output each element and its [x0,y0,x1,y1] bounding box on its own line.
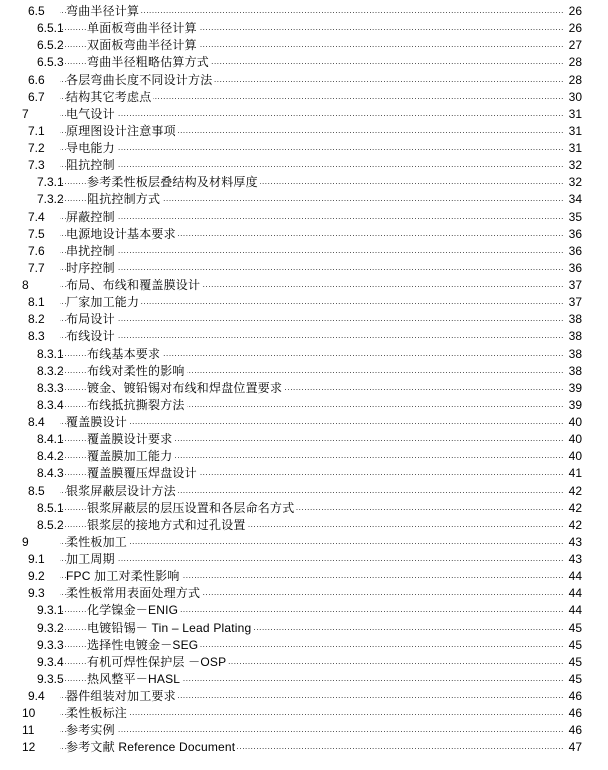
toc-entry[interactable] [0,191,608,208]
toc-entry[interactable] [0,328,608,345]
toc-entry-page[interactable]: 36 [568,226,582,241]
toc-entry-number: 7.2 [28,141,45,155]
toc-entry-title[interactable]: 银浆屏蔽层的层压设置和各层命名方式 [87,500,295,515]
toc-entry-title[interactable]: 布线基本要求 [87,346,161,361]
toc-dot-leader [60,209,564,226]
toc-entry-page[interactable]: 31 [568,106,582,121]
toc-entry[interactable] [0,294,608,311]
toc-entry-page[interactable]: 42 [568,517,582,532]
toc-entry-title[interactable]: 布局、布线和覆盖膜设计 [66,278,201,292]
toc-entry-page[interactable]: 26 [568,21,582,36]
toc-entry-page[interactable]: 37 [568,278,582,292]
toc-entry-title[interactable]: 加工周期 [66,552,115,566]
toc-entry[interactable] [0,671,608,688]
toc-entry[interactable] [0,739,608,756]
toc-entry-page[interactable]: 28 [568,55,582,70]
toc-entry-number: 8.1 [28,295,45,310]
toc-entry-title[interactable]: 电镀铅锡－ Tin – Lead Plating [87,620,252,635]
toc-entry-number: 8.4.1 [37,432,64,447]
toc-entry-title[interactable]: 参考文献 Reference Document [66,740,236,755]
toc-entry-number: 6.5 [28,4,45,18]
toc-entry-title[interactable]: 热风整平－HASL [87,671,181,686]
toc-entry-number: 7 [22,106,29,121]
toc-entry-number: 9.3.1 [37,603,64,618]
toc-entry-number: 8.3.4 [37,397,64,412]
toc-entry-page[interactable]: 46 [568,723,582,738]
toc-entry-page[interactable]: 47 [568,740,582,755]
toc-entry-number: 12 [22,740,36,755]
toc-entry-number: 9 [22,534,29,549]
toc-entry-page[interactable]: 38 [568,346,582,361]
toc-entry-title[interactable]: 布线抵抗撕裂方法 [87,397,185,412]
toc-entry-title[interactable]: 参考实例 [66,723,115,738]
table-of-contents [0,3,608,757]
toc-entry-title[interactable]: 镀金、镀铅锡对布线和焊盘位置要求 [87,380,283,395]
toc-entry-title[interactable]: 布局设计 [66,312,115,327]
toc-entry[interactable] [0,568,608,585]
toc-entry[interactable] [0,688,608,705]
toc-entry-page[interactable]: 37 [568,295,582,310]
toc-entry-page[interactable]: 39 [568,397,582,412]
toc-dot-leader [60,157,564,174]
toc-entry-title[interactable]: 银浆屏蔽层设计方法 [66,483,176,498]
toc-entry[interactable] [0,637,608,654]
toc-entry[interactable] [0,500,608,517]
toc-entry-page[interactable]: 40 [568,415,582,429]
toc-entry[interactable] [0,209,608,226]
toc-entry-title[interactable]: 覆盖膜覆压焊盘设计 [87,466,197,481]
toc-entry-number: 9.3.3 [37,637,64,652]
toc-entry-number: 7.3.1 [37,175,64,190]
toc-dot-leader [60,414,564,431]
toc-entry-page[interactable]: 28 [568,72,582,87]
toc-entry-number: 9.3.2 [37,620,64,635]
toc-entry[interactable] [0,431,608,448]
toc-entry[interactable] [0,363,608,380]
toc-entry-number: 8.2 [28,312,45,327]
toc-entry-number: 10 [22,706,36,721]
toc-entry[interactable] [0,106,608,123]
toc-entry-number: 7.3 [28,158,45,173]
toc-entry[interactable] [0,260,608,277]
toc-entry[interactable] [0,517,608,534]
toc-entry-title[interactable]: 屏蔽控制 [66,209,115,224]
toc-entry-number: 8.4 [28,415,45,429]
toc-entry-page[interactable]: 34 [568,192,582,207]
toc-entry-page[interactable]: 45 [568,637,582,652]
toc-entry-title[interactable]: 弯曲半径计算 [66,4,140,18]
toc-entry[interactable] [0,140,608,157]
toc-entry-title[interactable]: 有机可焊性保护层 －OSP [87,654,227,669]
toc-entry-page[interactable]: 32 [568,175,582,190]
toc-dot-leader [60,260,564,277]
toc-entry-title[interactable]: 弯曲半径粗略估算方式 [87,55,210,70]
toc-entry-title[interactable]: 布线对柔性的影响 [87,363,185,378]
toc-entry-page[interactable]: 39 [568,380,582,395]
toc-entry-number: 8.5.2 [37,517,64,532]
toc-entry-number: 8.3 [28,329,45,344]
toc-entry[interactable] [0,483,608,500]
toc-entry[interactable] [0,37,608,54]
toc-entry-title[interactable]: 覆盖膜设计 [66,415,128,429]
toc-entry-page[interactable]: 41 [568,466,582,481]
toc-entry[interactable] [0,243,608,260]
toc-entry-page[interactable]: 27 [568,38,582,53]
toc-entry[interactable] [0,277,608,294]
toc-entry-number: 6.6 [28,72,45,87]
toc-entry[interactable] [0,72,608,89]
toc-entry-number: 9.1 [28,552,45,566]
toc-entry[interactable] [0,89,608,106]
toc-entry-title[interactable]: 器件组装对加工要求 [66,689,176,703]
toc-entry-number: 6.7 [28,89,45,104]
toc-entry[interactable] [0,174,608,191]
toc-entry-title[interactable]: 导电能力 [66,141,115,155]
toc-entry-page[interactable]: 46 [568,706,582,721]
toc-entry-number: 9.2 [28,569,45,584]
toc-entry-page[interactable]: 36 [568,243,582,258]
toc-entry-title[interactable]: 化学镍金－ENIG [87,603,179,618]
toc-entry-title[interactable]: 阻抗控制 [66,158,115,173]
toc-dot-leader [60,106,564,123]
toc-entry-number: 8.5 [28,483,45,498]
toc-entry-title[interactable]: 布线设计 [66,329,115,344]
toc-entry-page[interactable]: 26 [568,4,582,18]
toc-entry-page[interactable]: 40 [568,449,582,464]
toc-entry-title[interactable]: 柔性板加工 [66,534,128,549]
toc-entry-page[interactable]: 35 [568,209,582,224]
toc-entry-title[interactable]: 时序控制 [66,260,115,275]
toc-dot-leader [60,311,564,328]
toc-entry[interactable] [0,534,608,551]
toc-entry-title[interactable]: 柔性板常用表面处理方式 [66,586,201,601]
toc-entry-title[interactable]: 参考柔性板层叠结构及材料厚度 [87,175,258,190]
toc-entry-page[interactable]: 44 [568,586,582,601]
toc-entry-page[interactable]: 38 [568,363,582,378]
toc-entry-number: 9.3.5 [37,671,64,686]
toc-entry[interactable] [0,620,608,637]
toc-entry[interactable] [0,54,608,71]
toc-dot-leader [60,705,564,722]
toc-entry-title[interactable]: FPC 加工对柔性影响 [66,569,180,584]
toc-entry-page[interactable]: 38 [568,329,582,344]
toc-entry-number: 8.4.2 [37,449,64,464]
toc-entry-page[interactable]: 43 [568,534,582,549]
toc-entry-number: 6.5.3 [37,55,64,70]
toc-entry-number: 8.3.2 [37,363,64,378]
toc-entry-title[interactable]: 电气设计 [66,106,115,121]
toc-entry-number: 7.1 [28,123,45,138]
toc-entry[interactable] [0,20,608,37]
toc-entry-page[interactable]: 42 [568,483,582,498]
toc-entry-page[interactable]: 31 [568,123,582,138]
toc-entry-title[interactable]: 覆盖膜加工能力 [87,449,173,464]
toc-entry-page[interactable]: 40 [568,432,582,447]
toc-entry-page[interactable]: 42 [568,500,582,515]
toc-entry-number: 7.3.2 [37,192,64,207]
toc-entry-number: 6.5.2 [37,38,64,53]
toc-entry-title[interactable]: 银浆层的接地方式和过孔设置 [87,517,246,532]
toc-entry-number: 8.3.3 [37,380,64,395]
toc-entry[interactable] [0,226,608,243]
toc-entry-page[interactable]: 31 [568,141,582,155]
toc-entry[interactable] [0,157,608,174]
toc-dot-leader [60,140,564,157]
toc-entry-title[interactable]: 结构其它考虑点 [66,89,152,104]
toc-entry[interactable] [0,448,608,465]
toc-entry-title[interactable]: 双面板弯曲半径计算 [87,38,197,53]
toc-entry-title[interactable]: 串扰控制 [66,243,115,258]
toc-entry-page[interactable]: 38 [568,312,582,327]
toc-entry-page[interactable]: 45 [568,654,582,669]
toc-entry-number: 8.4.3 [37,466,64,481]
toc-entry[interactable] [0,397,608,414]
toc-entry-page[interactable]: 43 [568,552,582,566]
toc-entry[interactable] [0,346,608,363]
toc-entry-page[interactable]: 46 [568,689,582,703]
toc-entry-title[interactable]: 电源地设计基本要求 [66,226,176,241]
toc-entry[interactable] [0,465,608,482]
toc-entry-page[interactable]: 30 [568,89,582,104]
toc-entry-number: 9.3.4 [37,654,64,669]
toc-entry-number: 9.3 [28,586,45,601]
toc-dot-leader [60,328,564,345]
toc-entry-number: 11 [22,723,35,738]
toc-entry-number: 7.4 [28,209,45,224]
toc-entry-number: 7.5 [28,226,45,241]
toc-entry-title[interactable]: 单面板弯曲半径计算 [87,21,197,36]
toc-entry-number: 7.6 [28,243,45,258]
toc-entry-title[interactable]: 柔性板标注 [66,706,128,721]
toc-entry-number: 8 [22,278,29,292]
toc-entry-title[interactable]: 阻抗控制方式 [87,192,161,207]
toc-entry-page[interactable]: 36 [568,260,582,275]
toc-entry-title[interactable]: 选择性电镀金－SEG [87,637,199,652]
toc-entry[interactable] [0,123,608,140]
toc-entry-page[interactable]: 32 [568,158,582,173]
toc-entry[interactable] [0,585,608,602]
toc-dot-leader [60,722,564,739]
toc-entry[interactable] [0,3,608,20]
toc-dot-leader [60,534,564,551]
toc-entry[interactable] [0,551,608,568]
toc-entry[interactable] [0,654,608,671]
toc-entry-title[interactable]: 各层弯曲长度不同设计方法 [66,72,213,87]
toc-entry-number: 6.5.1 [37,21,64,36]
toc-dot-leader [60,551,564,568]
toc-entry-title[interactable]: 覆盖膜设计要求 [87,432,173,447]
toc-entry-title[interactable]: 原理图设计注意事项 [66,123,176,138]
toc-entry[interactable] [0,602,608,619]
toc-entry-number: 7.7 [28,260,45,275]
toc-entry[interactable] [0,380,608,397]
toc-entry-page[interactable]: 45 [568,671,582,686]
toc-dot-leader [60,243,564,260]
toc-entry-number: 9.4 [28,689,45,703]
toc-entry[interactable] [0,311,608,328]
toc-entry-page[interactable]: 44 [568,569,582,584]
toc-entry-page[interactable]: 44 [568,603,582,618]
toc-entry-number: 8.3.1 [37,346,64,361]
toc-entry-page[interactable]: 45 [568,620,582,635]
toc-entry-number: 8.5.1 [37,500,64,515]
toc-entry[interactable] [0,722,608,739]
toc-entry[interactable] [0,414,608,431]
toc-entry-title[interactable]: 厂家加工能力 [66,295,140,310]
toc-entry[interactable] [0,705,608,722]
